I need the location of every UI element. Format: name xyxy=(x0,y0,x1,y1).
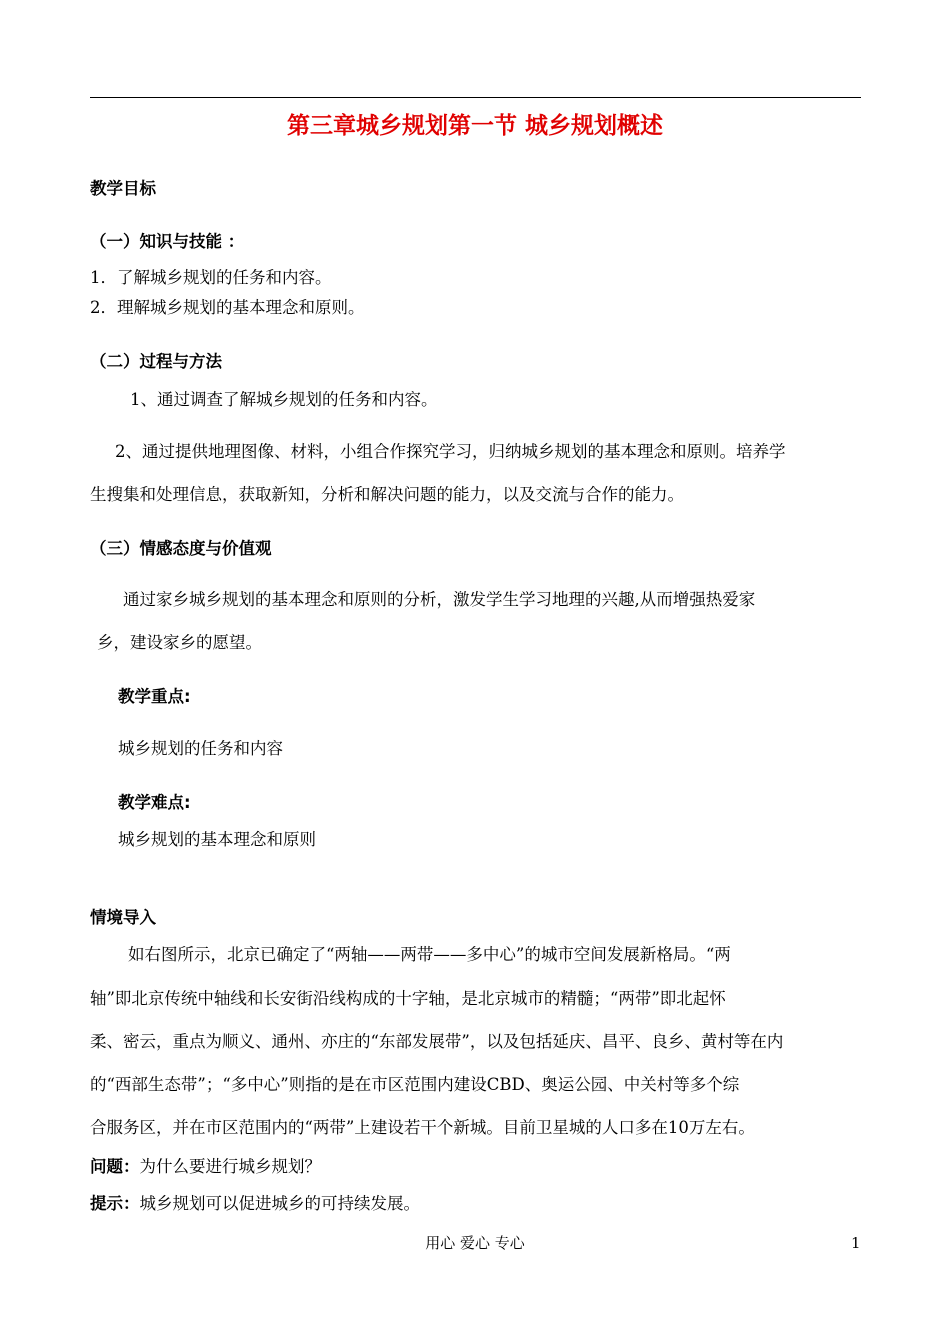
process-item-2-line2: 生搜集和处理信息，获取新知，分析和解决问题的能力，以及交流与合作的能力。 xyxy=(90,485,684,504)
intro-heading: 情境导入 xyxy=(90,908,156,927)
intro-line-2: 轴”即北京传统中轴线和长安街沿线构成的十字轴，是北京城市的精髓；“两带”即北起怀 xyxy=(90,989,726,1008)
key-point-heading: 教学重点: xyxy=(118,687,191,706)
footer-slogan: 用心 爱心 专心 xyxy=(425,1234,525,1252)
header-rule xyxy=(90,97,861,98)
hint-text: 城乡规划可以促进城乡的可持续发展。 xyxy=(139,1194,420,1213)
intro-line-5: 合服务区，并在市区范围内的“两带”上建设若干个新城。目前卫星城的人口多在10万左右。 xyxy=(90,1118,755,1137)
knowledge-heading: （一）知识与技能 ： xyxy=(90,232,245,251)
hint-line xyxy=(90,1190,420,1214)
objectives-heading: 教学目标 xyxy=(90,179,156,198)
emotion-line2: 乡，建设家乡的愿望。 xyxy=(97,633,262,652)
question-text: 为什么要进行城乡规划？ xyxy=(139,1157,321,1176)
difficulty-text: 城乡规划的基本理念和原则 xyxy=(118,830,316,849)
question-label: 问题： xyxy=(90,1157,140,1176)
emotion-line1: 通过家乡城乡规划的基本理念和原则的分析，激发学生学习地理的兴趣,从而增强热爱家 xyxy=(123,590,756,609)
process-item-2-line1: 2、通过提供地理图像、材料，小组合作探究学习，归纳城乡规划的基本理念和原则。培养学 xyxy=(115,442,786,461)
intro-line-1: 如右图所示，北京已确定了“两轴——两带——多中心”的城市空间发展新格局。“两 xyxy=(128,945,731,964)
process-heading: （二）过程与方法 xyxy=(90,352,222,371)
page-title: 第三章城乡规划第一节 城乡规划概述 xyxy=(286,113,663,139)
knowledge-item-1: 1．了解城乡规划的任务和内容。 xyxy=(90,268,332,287)
difficulty-heading: 教学难点: xyxy=(118,793,191,812)
question-line xyxy=(90,1153,321,1177)
emotion-heading: （三）情感态度与价值观 xyxy=(90,539,272,558)
page-number: 1 xyxy=(851,1234,861,1252)
knowledge-item-2: 2．理解城乡规划的基本理念和原则。 xyxy=(90,298,365,317)
process-item-1: 1、通过调查了解城乡规划的任务和内容。 xyxy=(130,390,438,409)
hint-label: 提示： xyxy=(90,1194,140,1213)
intro-line-4: 的“西部生态带”；“多中心”则指的是在市区范围内建设CBD、奥运公园、中关村等多个综 xyxy=(90,1075,740,1094)
intro-line-3: 柔、密云，重点为顺义、通州、亦庄的“东部发展带”，以及包括延庆、昌平、良乡、黄村等在内 xyxy=(90,1032,784,1051)
key-point-text: 城乡规划的任务和内容 xyxy=(118,739,283,758)
